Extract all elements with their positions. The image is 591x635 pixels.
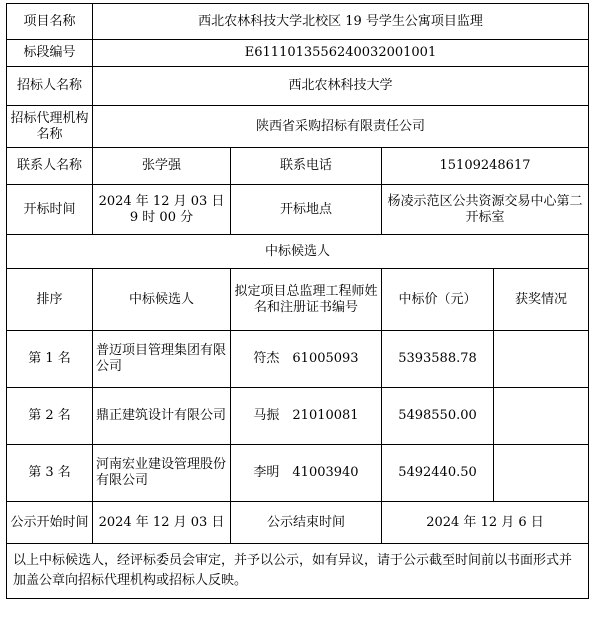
candidate-rank: 第 1 名 (7, 331, 93, 388)
publicity-start-label: 公示开始时间 (7, 502, 93, 544)
agency-label: 招标代理机构名称 (7, 106, 93, 148)
candidate-price: 5498550.00 (382, 388, 494, 445)
publicity-start-value: 2024 年 12 月 03 日 (93, 502, 231, 544)
candidate-name: 河南宏业建设管理股份有限公司 (93, 445, 231, 502)
section-number-row (7, 40, 589, 67)
candidates-section-title: 中标候选人 (7, 235, 589, 269)
phone-label: 联系电话 (231, 148, 382, 185)
header-supervisor: 拟定项目总监理工程师姓名和注册证书编号 (231, 269, 382, 331)
candidate-rank: 第 3 名 (7, 445, 93, 502)
table-row (7, 388, 589, 445)
table-row (7, 331, 589, 388)
phone-value: 15109248617 (382, 148, 589, 185)
candidate-supervisor: 李明 41003940 (231, 445, 382, 502)
section-number-label: 标段编号 (7, 40, 93, 67)
project-name-row (7, 4, 589, 40)
candidate-awards (494, 445, 589, 502)
notice-row (7, 544, 589, 599)
contact-value: 张学强 (93, 148, 231, 185)
candidate-price: 5492440.50 (382, 445, 494, 502)
publicity-end-value: 2024 年 12 月 6 日 (382, 502, 589, 544)
candidate-supervisor: 符杰 61005093 (231, 331, 382, 388)
open-time-label: 开标时间 (7, 185, 93, 235)
header-candidate-name: 中标候选人 (93, 269, 231, 331)
project-name-value: 西北农林科技大学北校区 19 号学生公寓项目监理 (93, 4, 589, 40)
candidates-title-row (7, 235, 589, 269)
candidate-name: 鼎正建筑设计有限公司 (93, 388, 231, 445)
contact-label: 联系人名称 (7, 148, 93, 185)
header-rank: 排序 (7, 269, 93, 331)
publicity-notice: 以上中标候选人，经评标委员会审定，并予以公示，如有异议，请于公示截至时间前以书面形式并加盖公章向招标代理机构或招标人反映。 (7, 544, 589, 599)
tenderer-row (7, 67, 589, 106)
candidate-awards (494, 388, 589, 445)
candidate-price: 5393588.78 (382, 331, 494, 388)
open-time-value: 2024 年 12 月 03 日 9 时 00 分 (93, 185, 231, 235)
open-place-label: 开标地点 (231, 185, 382, 235)
tenderer-label: 招标人名称 (7, 67, 93, 106)
candidates-header-row (7, 269, 589, 331)
table-row (7, 445, 589, 502)
agency-row (7, 106, 589, 148)
project-name-label: 项目名称 (7, 4, 93, 40)
candidate-awards (494, 331, 589, 388)
tenderer-value: 西北农林科技大学 (93, 67, 589, 106)
bid-result-table (6, 3, 589, 599)
publicity-end-label: 公示结束时间 (231, 502, 382, 544)
section-number-value: E6111013556240032001001 (93, 40, 589, 67)
contact-row (7, 148, 589, 185)
open-place-value: 杨凌示范区公共资源交易中心第二开标室 (382, 185, 589, 235)
agency-value: 陕西省采购招标有限责任公司 (93, 106, 589, 148)
header-awards: 获奖情况 (494, 269, 589, 331)
candidate-name: 普迈项目管理集团有限公司 (93, 331, 231, 388)
opening-row (7, 185, 589, 235)
header-price: 中标价（元） (382, 269, 494, 331)
candidate-supervisor: 马振 21010081 (231, 388, 382, 445)
publicity-row (7, 502, 589, 544)
candidate-rank: 第 2 名 (7, 388, 93, 445)
